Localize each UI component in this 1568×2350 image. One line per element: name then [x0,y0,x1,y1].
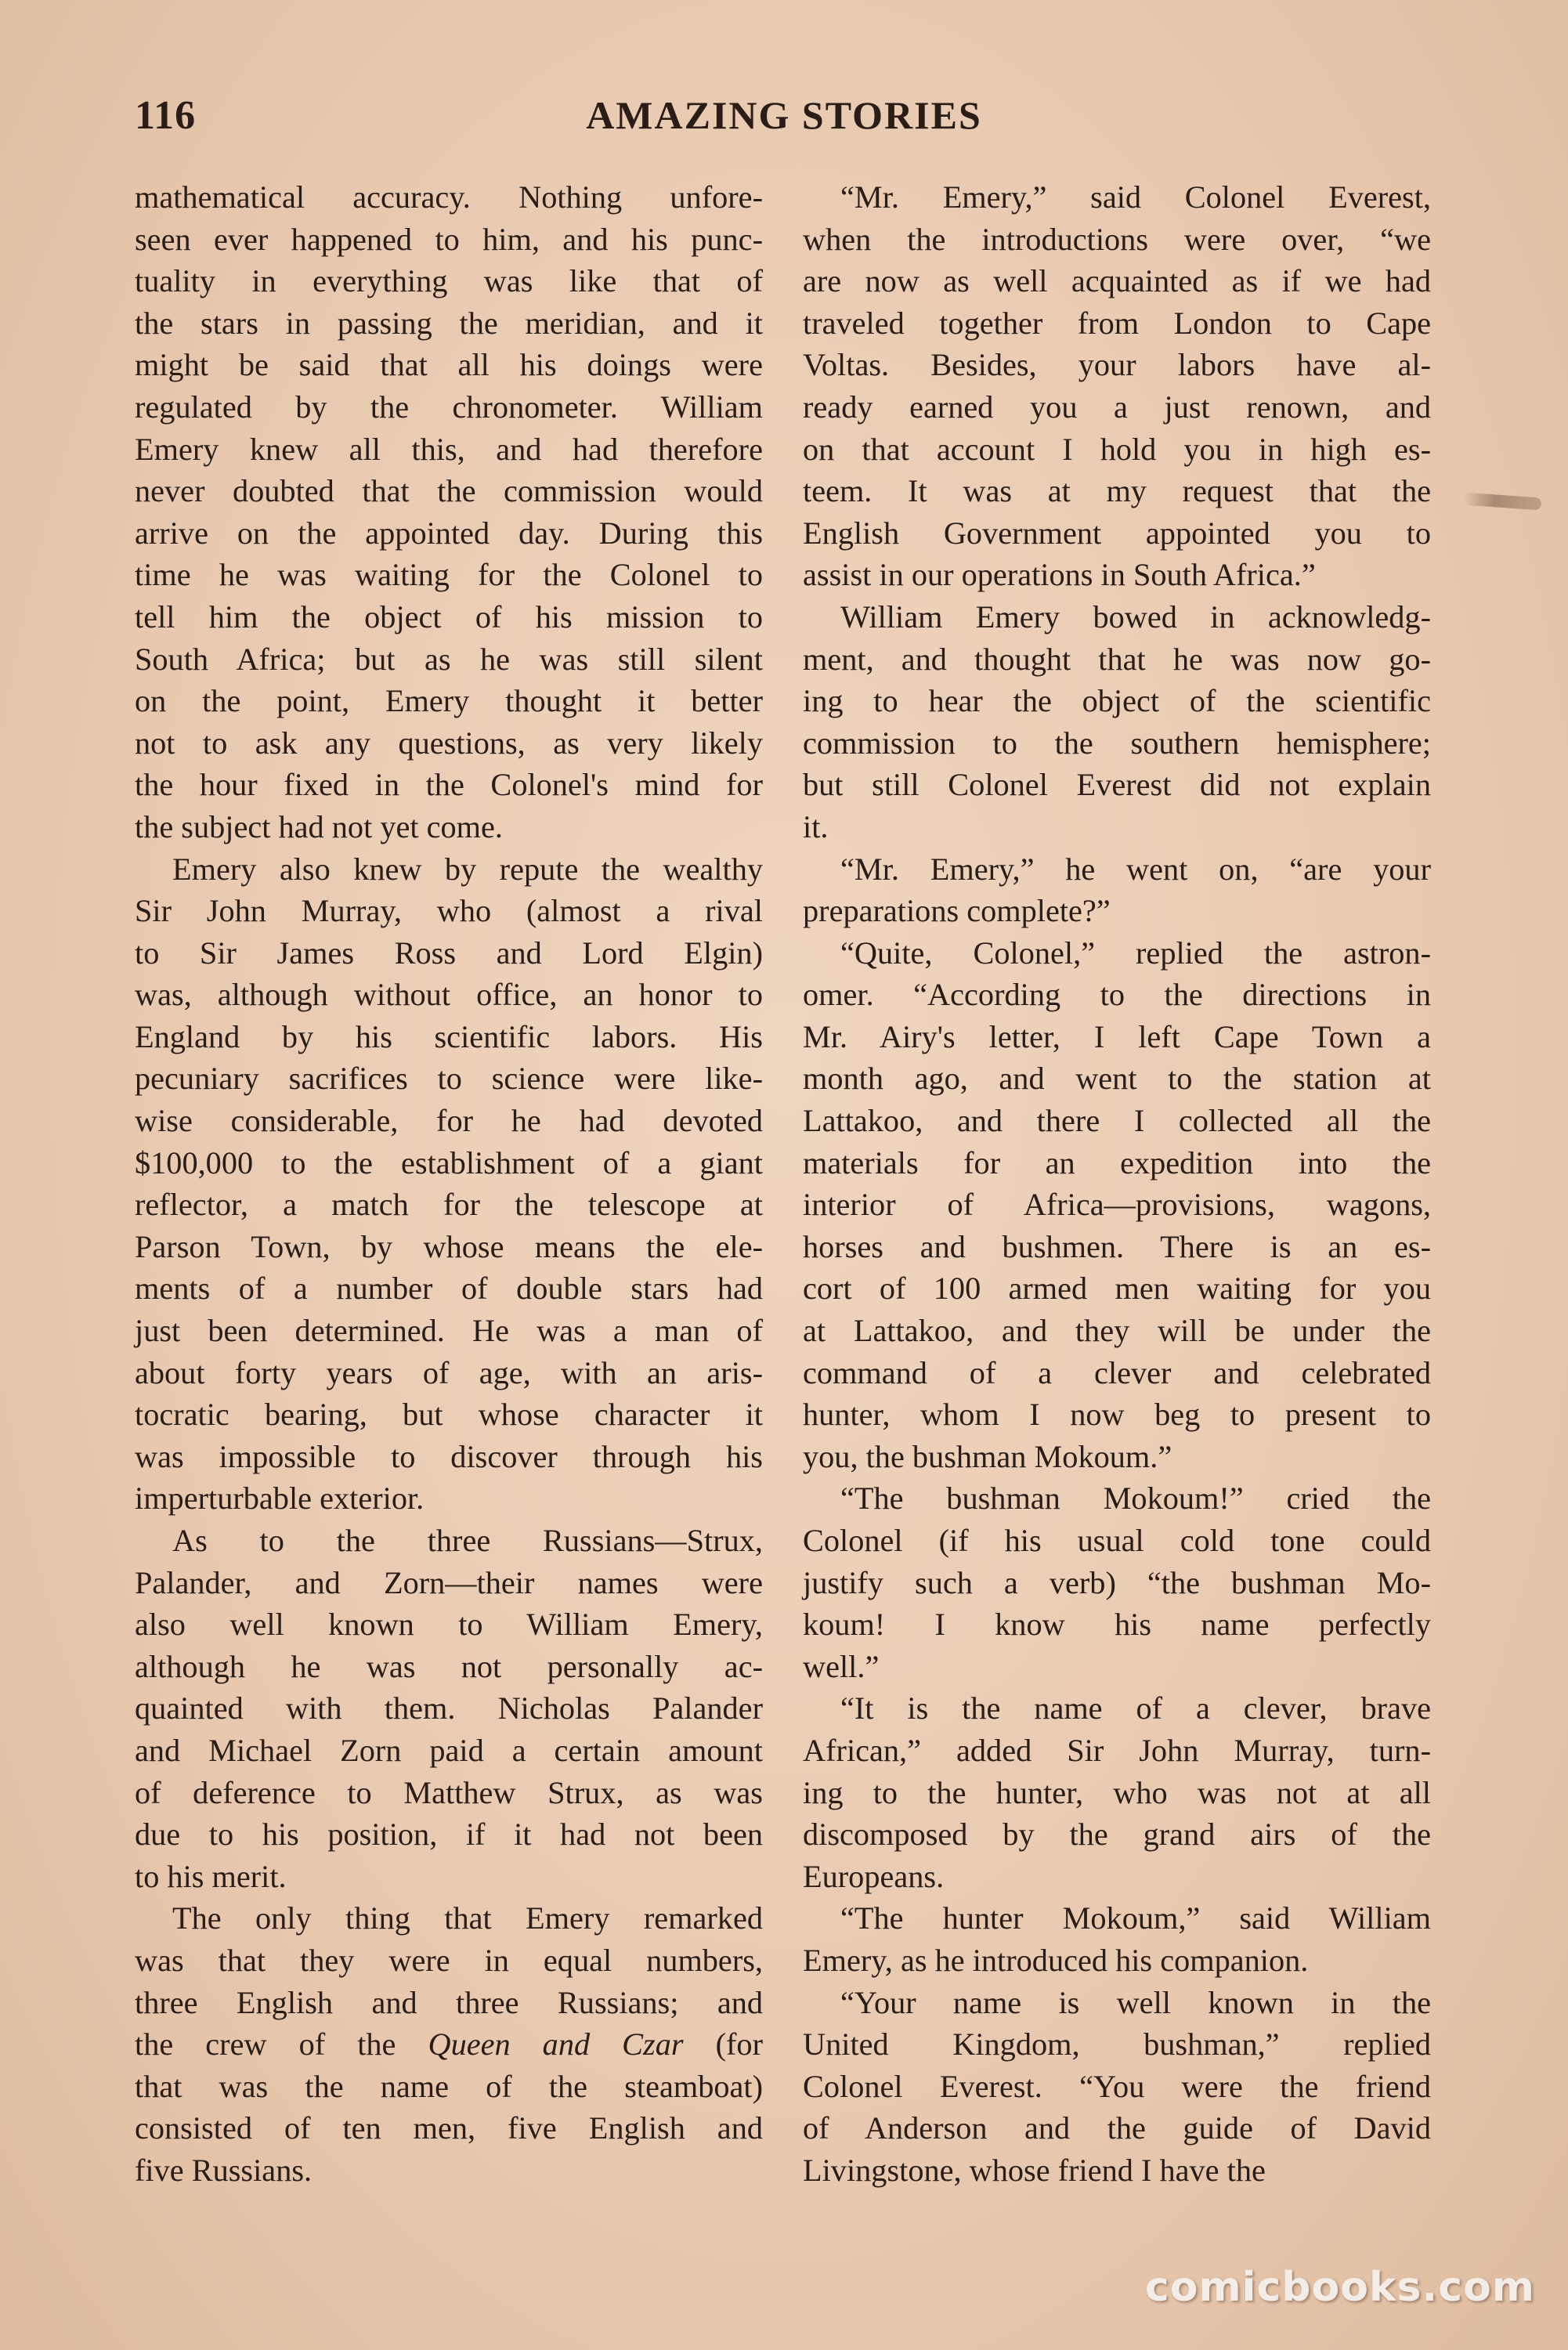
text-line: Livingstone, whose friend I have the [803,2152,1266,2188]
text-line: never doubted that the commission would [135,473,763,509]
watermark: comicbooks.com [1144,2264,1535,2311]
text-line: Lattakoo, and there I collected all the [803,1103,1431,1139]
text-line: English Government appointed you to [803,515,1431,551]
text-line: when the introductions were over, “we [803,221,1431,257]
text-line: As to the three Russians—Strux, [172,1523,763,1558]
text-line: tuality in everything was like that of [135,263,763,299]
text-line: month ago, and went to the station at [803,1061,1431,1097]
text-line: the stars in passing the meridian, and it [135,305,763,341]
text-line: the hour fixed in the Colonel's mind for [135,767,763,803]
text-line: not to ask any questions, as very likely [135,725,763,761]
text-line: three English and three Russians; and [135,1984,763,2020]
text-line: Sir John Murray, who (almost a rival [135,893,763,929]
text-line: five Russians. [135,2152,313,2188]
text-line: “The hunter Mokoum,” said William [840,1900,1431,1936]
text-line: Europeans. [803,1858,945,1894]
text-line: to his merit. [135,1858,287,1894]
text-line: ments of a number of double stars had [135,1271,763,1307]
text-line: was impossible to discover through his [135,1438,763,1474]
text-line: you, the bushman Mokoum.” [803,1438,1172,1474]
text-line: of deference to Matthew Strux, as was [135,1774,763,1810]
text-line: “Quite, Colonel,” replied the astron- [840,935,1431,971]
text-line: ment, and thought that he was now go- [803,641,1431,677]
text-line: the subject had not yet come. [135,808,503,844]
paragraph [803,176,1431,596]
left-column [135,176,763,2192]
margin-mark [1463,493,1542,511]
text-line: mathematical accuracy. Nothing unfore- [135,179,763,215]
text-line: command of a clever and celebrated [803,1354,1431,1390]
text-line: Mr. Airy's letter, I left Cape Town a [803,1018,1431,1054]
text-line: “It is the name of a clever, brave [840,1690,1431,1726]
text-line: it. [803,808,829,844]
text-line: “The bushman Mokoum!” cried the [840,1480,1431,1517]
text-line: that was the name of the steamboat) [135,2068,763,2104]
paragraph [803,848,1431,932]
text-line: ing to the hunter, who was not at all [803,1774,1431,1810]
text-line: was, although without office, an honor to [135,977,763,1013]
text-line: of Anderson and the guide of David [803,2110,1431,2146]
text-line: but still Colonel Everest did not explain [803,767,1431,803]
text-line: pecuniary sacrifices to science were like- [135,1061,763,1097]
text-line: Emery, as he introduced his companion. [803,1942,1309,1978]
text-line: materials for an expedition into the [803,1144,1431,1180]
text-line: reflector, a match for the telescope at [135,1187,763,1223]
text-line: about forty years of age, with an aris- [135,1354,763,1390]
text-line: time he was waiting for the Colonel to [135,557,763,593]
text-line: well.” [803,1648,880,1684]
text-line: at Lattakoo, and they will be under the [803,1313,1431,1349]
text-line: tell him the object of his mission to [135,598,763,634]
italic-text: Queen and Czar [428,2026,684,2063]
text-line: African,” added Sir John Murray, turn- [803,1732,1431,1768]
text-line: just been determined. He was a man of [135,1313,763,1349]
text-line: “Mr. Emery,” said Colonel Everest, [840,179,1431,215]
text-line: discomposed by the grand airs of the [803,1817,1431,1853]
text-line: consisted of ten men, five English and [135,2110,763,2146]
text-line: on the point, Emery thought it better [135,683,763,719]
text-line: the crew of the Queen and Czar (for [135,2026,763,2063]
text-line: hunter, whom I now beg to present to [803,1397,1431,1433]
text-line: Colonel (if his usual cold tone could [803,1523,1431,1558]
text-line: William Emery bowed in acknowledg- [840,598,1431,634]
text-line: tocratic bearing, but whose character it [135,1397,763,1433]
text-line: teem. It was at my request that the [803,473,1431,509]
paragraph [803,932,1431,1478]
text-line: South Africa; but as he was still silent [135,641,763,677]
paragraph [803,1982,1431,2192]
text-line: koum! I know his name perfectly [803,1607,1431,1643]
text-line: commission to the southern hemisphere; [803,725,1431,761]
paragraph [803,1477,1431,1687]
text-line: Emery also knew by repute the wealthy [172,851,763,887]
text-line: “Mr. Emery,” he went on, “are your [840,851,1431,887]
text-line: United Kingdom, bushman,” replied [803,2026,1431,2063]
text-line: England by his scientific labors. His [135,1018,763,1054]
text-line: imperturbable exterior. [135,1480,425,1517]
text-line: assist in our operations in South Africa.” [803,557,1316,593]
paragraph [803,1897,1431,1981]
text-line: cort of 100 armed men waiting for you [803,1271,1431,1307]
paragraph [135,176,763,848]
text-line: “Your name is well known in the [840,1984,1431,2020]
text-line: seen ever happened to him, and his punc- [135,221,763,257]
text-line: might be said that all his doings were [135,347,763,383]
paragraph [135,1520,763,1897]
paragraph [135,848,763,1520]
text-line: ing to hear the object of the scientific [803,683,1431,719]
paragraph [803,596,1431,848]
paragraph [135,1897,763,2191]
text-line: Parson Town, by whose means the ele- [135,1228,763,1264]
text-line: and Michael Zorn paid a certain amount [135,1732,763,1768]
paragraph [803,1687,1431,1897]
text-line: Emery knew all this, and had therefore [135,431,763,467]
running-head: AMAZING STORIES [586,93,982,137]
text-line: omer. “According to the directions in [803,977,1431,1013]
text-line: on that account I hold you in high es- [803,431,1431,467]
text-line: justify such a verb) “the bushman Mo- [803,1564,1431,1600]
text-line: $100,000 to the establishment of a giant [135,1144,763,1180]
text-line: wise considerable, for he had devoted [135,1103,763,1139]
text-line: horses and bushmen. There is an es- [803,1228,1431,1264]
text-line: preparations complete?” [803,893,1111,929]
text-line: to Sir James Ross and Lord Elgin) [135,935,763,971]
right-column [803,176,1431,2192]
text-line: traveled together from London to Cape [803,305,1431,341]
text-line: Palander, and Zorn—their names were [135,1564,763,1600]
text-line: interior of Africa—provisions, wagons, [803,1187,1431,1223]
text-line: due to his position, if it had not been [135,1817,763,1853]
text-line: arrive on the appointed day. During this [135,515,763,551]
page-number: 116 [135,93,197,138]
text-line: was that they were in equal numbers, [135,1942,763,1978]
text-line: regulated by the chronometer. William [135,389,763,425]
text-line: ready earned you a just renown, and [803,389,1431,425]
text-line: The only thing that Emery remarked [172,1900,763,1936]
text-line: Colonel Everest. “You were the friend [803,2068,1431,2104]
text-line: Voltas. Besides, your labors have al- [803,347,1431,383]
text-line: also well known to William Emery, [135,1607,763,1643]
text-line: although he was not personally ac- [135,1648,763,1684]
text-line: quainted with them. Nicholas Palander [135,1690,763,1726]
text-line: are now as well acquainted as if we had [803,263,1431,299]
